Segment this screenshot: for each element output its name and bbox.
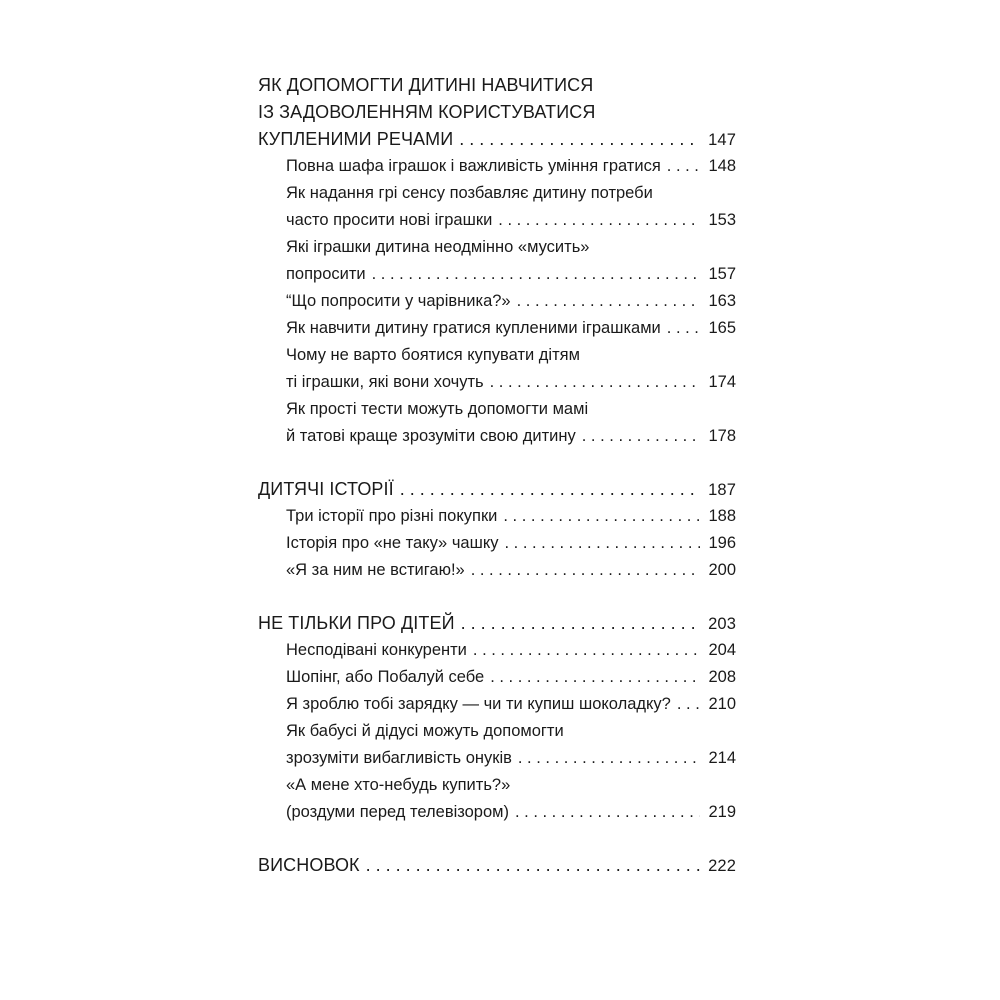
entry-title-last (258, 207, 736, 234)
entry-title-text: «Я за ним не встигаю!» (286, 561, 465, 579)
entry-title-text: ті іграшки, які вони хочуть (286, 373, 484, 391)
dot-leader (490, 664, 700, 691)
entry-title-text: Чому не варто боятися купувати дітям (286, 346, 580, 364)
entry-title-last (258, 261, 736, 288)
dot-leader (667, 315, 700, 342)
entry-title-line (258, 342, 736, 369)
entry-title-text: й татові краще зрозуміти свою дитину (286, 427, 576, 445)
dot-leader (517, 288, 700, 315)
entry-title-last (258, 745, 736, 772)
entry-title-text: Історія про «не таку» чашку (286, 534, 499, 552)
toc-entry (258, 180, 736, 234)
dot-leader (498, 207, 700, 234)
entry-title-line (258, 772, 736, 799)
toc-entry (258, 503, 736, 530)
toc-entry (258, 288, 736, 315)
dot-leader (473, 637, 700, 664)
entry-title-last (258, 288, 736, 315)
entry-title-line (258, 234, 736, 261)
section-spacer (258, 450, 736, 476)
dot-leader (677, 691, 700, 718)
dot-leader (372, 261, 700, 288)
entry-title-text: Повна шафа іграшок і важливість уміння гратися (286, 157, 661, 175)
toc-entry (258, 153, 736, 180)
entry-title-text: попросити (286, 265, 366, 283)
entry-title-text: “Що попросити у чарівника?» (286, 292, 511, 310)
page-number: 163 (708, 292, 736, 310)
page-number: 187 (708, 481, 736, 499)
page-number: 222 (708, 857, 736, 875)
entry-title-text: Шопінг, або Побалуй себе (286, 668, 485, 686)
section-spacer (258, 584, 736, 610)
entry-title-text: Я зроблю тобі зарядку — чи ти купиш шоколадку? (286, 695, 671, 713)
page-number: 153 (708, 211, 736, 229)
section-heading-text: ІЗ ЗАДОВОЛЕННЯМ КОРИСТУВАТИСЯ (258, 102, 596, 122)
section-heading-text: НЕ ТІЛЬКИ ПРО ДІТЕЙ (258, 613, 455, 633)
entry-title-last (258, 664, 736, 691)
section-heading-text: КУПЛЕНИМИ РЕЧАМИ (258, 129, 454, 149)
section-heading-line (258, 99, 736, 126)
dot-leader (667, 153, 700, 180)
toc-section (258, 852, 736, 879)
toc-section (258, 72, 736, 450)
entry-title-text: Несподівані конкуренти (286, 641, 467, 659)
dot-leader (366, 852, 700, 879)
page-number: 200 (708, 561, 736, 579)
entry-title-text: Як навчити дитину гратися купленими іграшками (286, 319, 661, 337)
entry-title-last (258, 799, 736, 826)
entry-title-line (258, 180, 736, 207)
entry-title-text: Які іграшки дитина неодмінно «мусить» (286, 238, 590, 256)
entry-title-last (258, 315, 736, 342)
table-of-contents (258, 72, 736, 879)
dot-leader (518, 745, 700, 772)
page-number: 147 (708, 131, 736, 149)
toc-entry (258, 342, 736, 396)
toc-section (258, 476, 736, 584)
page-number: 203 (708, 615, 736, 633)
entry-title-last (258, 691, 736, 718)
entry-title-last (258, 637, 736, 664)
section-heading-text: ЯК ДОПОМОГТИ ДИТИНІ НАВЧИТИСЯ (258, 75, 594, 95)
toc-entry (258, 315, 736, 342)
page-number: 208 (708, 668, 736, 686)
toc-entry (258, 234, 736, 288)
entry-title-text: часто просити нові іграшки (286, 211, 493, 229)
dot-leader (400, 476, 700, 503)
toc-section (258, 610, 736, 826)
entry-title-line (258, 718, 736, 745)
toc-entry (258, 664, 736, 691)
page-number: 204 (708, 641, 736, 659)
entry-title-last (258, 503, 736, 530)
section-heading-text: ДИТЯЧІ ІСТОРІЇ (258, 479, 394, 499)
entry-title-text: Три історії про різні покупки (286, 507, 498, 525)
entry-title-last (258, 423, 736, 450)
toc-entry (258, 718, 736, 772)
entry-title-text: (роздуми перед телевізором) (286, 803, 509, 821)
entry-title-text: Як прості тести можуть допомогти мамі (286, 400, 589, 418)
page-number: 178 (708, 427, 736, 445)
dot-leader (461, 610, 700, 637)
page-number: 174 (708, 373, 736, 391)
entry-title-line (258, 396, 736, 423)
toc-entry (258, 772, 736, 826)
toc-entry (258, 530, 736, 557)
entry-title-last (258, 557, 736, 584)
section-heading (258, 476, 736, 503)
page-number: 214 (708, 749, 736, 767)
entry-title-last (258, 153, 736, 180)
toc-entry (258, 691, 736, 718)
entry-title-last (258, 369, 736, 396)
section-heading-text: ВИСНОВОК (258, 855, 360, 875)
dot-leader (503, 503, 700, 530)
entry-title-text: «А мене хто-небудь купить?» (286, 776, 511, 794)
page-number: 188 (708, 507, 736, 525)
dot-leader (504, 530, 700, 557)
entry-title-last (258, 530, 736, 557)
section-heading (258, 126, 736, 153)
section-spacer (258, 826, 736, 852)
section-heading-line (258, 72, 736, 99)
toc-entry (258, 396, 736, 450)
page-number: 157 (708, 265, 736, 283)
toc-entry (258, 557, 736, 584)
page-number: 196 (708, 534, 736, 552)
entry-title-text: Як бабусі й дідусі можуть допомогти (286, 722, 564, 740)
entry-title-text: зрозуміти вибагливість онуків (286, 749, 512, 767)
section-heading (258, 610, 736, 637)
page-number: 210 (708, 695, 736, 713)
dot-leader (459, 126, 700, 153)
dot-leader (490, 369, 700, 396)
page-number: 219 (708, 803, 736, 821)
dot-leader (515, 799, 700, 826)
page-number: 148 (708, 157, 736, 175)
dot-leader (582, 423, 700, 450)
page-number: 165 (708, 319, 736, 337)
dot-leader (471, 557, 700, 584)
entry-title-text: Як надання грі сенсу позбавляє дитину потреби (286, 184, 653, 202)
toc-entry (258, 637, 736, 664)
section-heading (258, 852, 736, 879)
